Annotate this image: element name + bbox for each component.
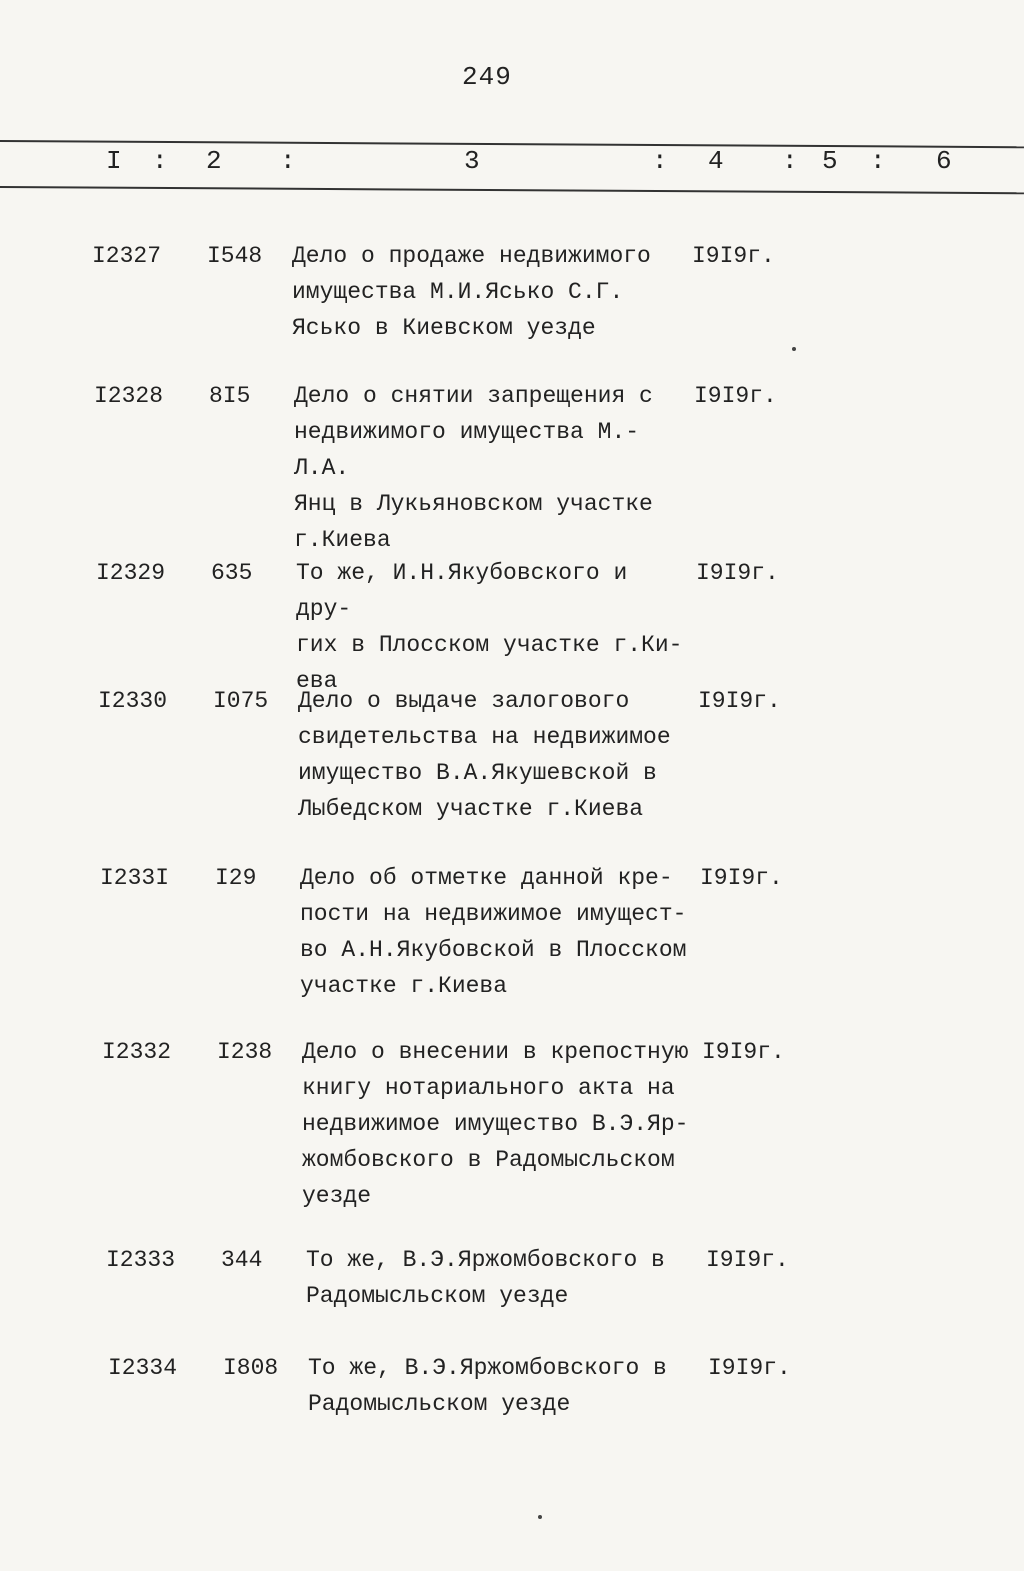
record-sheets: I548 <box>207 243 263 269</box>
column-header-1: I <box>106 146 122 176</box>
record-date: I9I9г. <box>692 243 775 269</box>
record-title: То же, В.Э.Яржомбовского в Радомысльском уезде <box>306 1247 665 1309</box>
record-date: I9I9г. <box>702 1039 785 1065</box>
record-date: I9I9г. <box>706 1247 789 1273</box>
record-sheets: 344 <box>221 1247 263 1273</box>
record-number: I2332 <box>102 1039 172 1065</box>
record-sheets: I808 <box>223 1355 279 1381</box>
record-date: I9I9г. <box>698 688 781 714</box>
record-sheets: I238 <box>217 1039 273 1065</box>
column-header-4: 4 <box>708 146 724 176</box>
record-number: I2327 <box>92 243 162 269</box>
record-sheets: 8I5 <box>209 383 251 409</box>
record-number: I2333 <box>106 1247 176 1273</box>
record-title: Дело о снятии запрещения с недвижимого имущества М.-Л.А. Янц в Лукьяновском участке г.Киева <box>294 383 653 553</box>
record-date: I9I9г. <box>708 1355 791 1381</box>
record-date: I9I9г. <box>696 560 779 586</box>
record-title: То же, И.Н.Якубовского и дру- гих в Плосском участке г.Ки- ева <box>296 560 683 694</box>
paper-speck <box>792 347 796 351</box>
record-number: I2329 <box>96 560 166 586</box>
header-bottom-rule <box>0 186 1024 194</box>
record-title: Дело о внесении в крепостную книгу нотариального акта на недвижимое имущество В.Э.Яр- жомбовского в Радомысльском уезде <box>302 1039 689 1209</box>
column-header-2: 2 <box>206 146 222 176</box>
column-header-separator: : <box>280 146 296 176</box>
record-number: I2330 <box>98 688 168 714</box>
record-title: То же, В.Э.Яржомбовского в Радомысльском уезде <box>308 1355 667 1417</box>
record-sheets: I075 <box>213 688 269 714</box>
record-title: Дело об отметке данной кре- пости на недвижимое имущест- во А.Н.Якубовской в Плосском участке г.Киева <box>300 865 687 999</box>
record-date: I9I9г. <box>694 383 777 409</box>
record-sheets: I29 <box>215 865 257 891</box>
record-number: I233I <box>100 865 170 891</box>
column-header-separator: : <box>870 146 886 176</box>
column-header-separator: : <box>652 146 668 176</box>
record-date: I9I9г. <box>700 865 783 891</box>
column-header-6: 6 <box>936 146 952 176</box>
record-title: Дело о продаже недвижимого имущества М.И.Ясько С.Г. Ясько в Киевском уезде <box>292 243 651 341</box>
page-number: 249 <box>462 62 512 92</box>
record-sheets: 635 <box>211 560 253 586</box>
column-header-separator: : <box>782 146 798 176</box>
record-title: Дело о выдаче залогового свидетельства на недвижимое имущество В.А.Якушевской в Лыбедском участке г.Киева <box>298 688 671 822</box>
paper-speck <box>538 1515 542 1519</box>
column-header-3: 3 <box>464 146 480 176</box>
column-header-separator: : <box>152 146 168 176</box>
column-header-5: 5 <box>822 146 838 176</box>
record-number: I2328 <box>94 383 164 409</box>
record-number: I2334 <box>108 1355 178 1381</box>
